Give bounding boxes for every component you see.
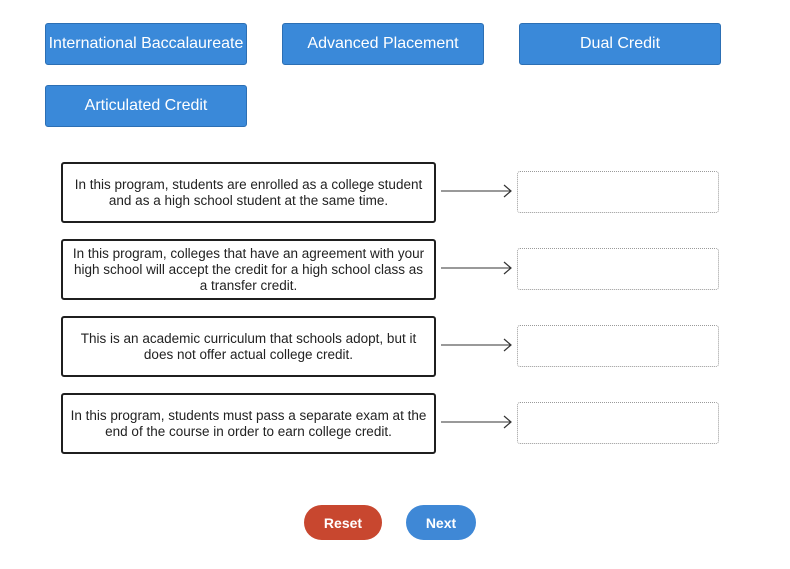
drop-zone[interactable] — [517, 325, 719, 367]
arrow-right-icon — [441, 184, 513, 198]
choice-tile-advanced-placement[interactable]: Advanced Placement — [282, 23, 484, 65]
arrow-right-icon — [441, 338, 513, 352]
drop-zone[interactable] — [517, 171, 719, 213]
arrow-right-icon — [441, 261, 513, 275]
reset-button[interactable]: Reset — [304, 505, 382, 540]
arrow-right-icon — [441, 415, 513, 429]
prompt-text: In this program, students are enrolled as a college student and as a high school student at the same time. — [74, 176, 423, 208]
prompt-text: In this program, students must pass a separate exam at the end of the course in order to earn college credit. — [70, 407, 427, 439]
prompt-box — [61, 239, 436, 300]
prompt-box — [61, 162, 436, 223]
prompt-box — [61, 393, 436, 454]
prompt-text: This is an academic curriculum that schools adopt, but it does not offer actual college credit. — [80, 330, 417, 362]
prompt-box — [61, 316, 436, 377]
choice-tile-international-baccalaureate[interactable]: International Baccalaureate — [45, 23, 247, 65]
choice-tile-dual-credit[interactable]: Dual Credit — [519, 23, 721, 65]
drop-zone[interactable] — [517, 248, 719, 290]
drop-zone[interactable] — [517, 402, 719, 444]
prompt-text: In this program, colleges that have an agreement with your high school will accept the credit for a high school class as a transfer credit. — [72, 245, 425, 293]
choice-tile-articulated-credit[interactable]: Articulated Credit — [45, 85, 247, 127]
next-button[interactable]: Next — [406, 505, 476, 540]
